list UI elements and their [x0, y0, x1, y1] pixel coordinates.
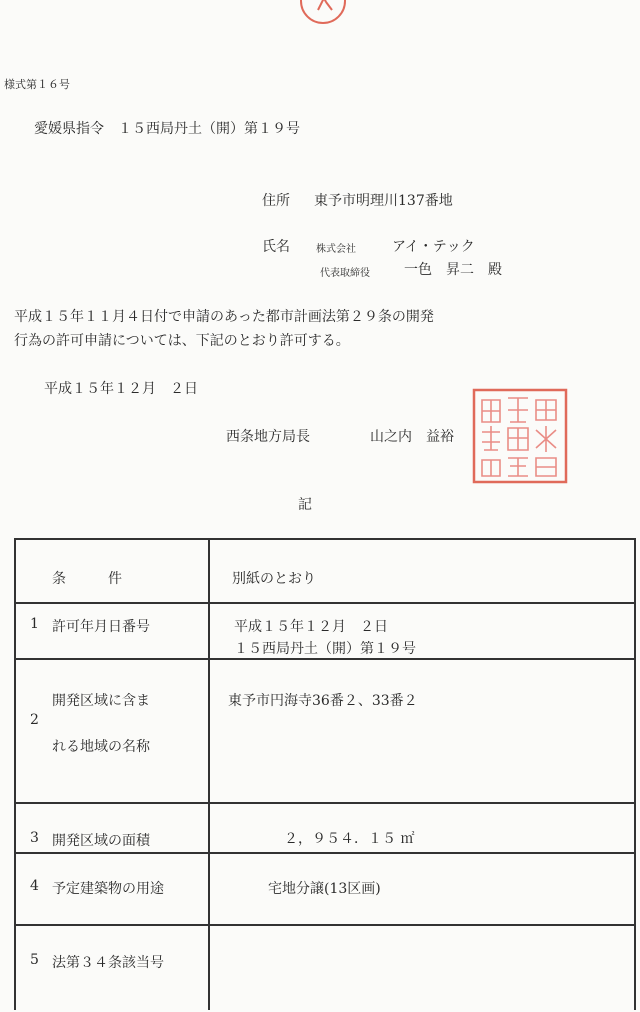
row-1-value-date: 平成１５年１２月 ２日: [234, 619, 388, 635]
name-label: 氏名: [262, 239, 290, 255]
row-3-num: 3: [30, 830, 39, 846]
table-row: [16, 660, 634, 804]
table-row: [16, 854, 634, 926]
header-right: 別紙のとおり: [232, 571, 316, 587]
company-name: アイ・テック: [392, 239, 475, 255]
company-prefix: 株式会社: [316, 244, 356, 255]
authority-title: 西条地方局長: [226, 429, 310, 445]
body-line-1: 平成１５年１１月４日付で申請のあった都市計画法第２９条の開発: [14, 309, 434, 325]
row-5-label: 法第３４条該当号: [52, 955, 164, 971]
row-2-label-line-1: 開発区域に含ま: [52, 693, 150, 709]
row-3-label: 開発区域の面積: [52, 833, 150, 849]
table-row: [16, 604, 634, 660]
address-value: 東予市明理川137番地: [314, 193, 453, 209]
row-1-label: 許可年月日番号: [52, 619, 150, 635]
row-3-value: ２，９５４．１５ ㎡: [284, 831, 415, 847]
row-5-num: 5: [30, 952, 39, 968]
row-2-value: 東予市円海寺36番２、33番２: [228, 693, 418, 709]
ki-heading: 記: [298, 497, 312, 513]
header-left: 条 件: [52, 571, 122, 587]
form-number: 様式第１６号: [4, 78, 70, 91]
table-row: [16, 804, 634, 854]
table-row: [16, 926, 634, 1012]
row-4-num: 4: [30, 878, 39, 894]
issue-date: 平成１５年１２月 ２日: [44, 381, 198, 397]
address-label: 住所: [262, 193, 290, 209]
row-1-num: 1: [30, 616, 39, 632]
row-4-label: 予定建築物の用途: [52, 881, 164, 897]
body-line-2: 行為の許可申請については、下記のとおり許可する。: [14, 333, 350, 349]
table-row: [16, 540, 634, 604]
row-2-num: 2: [30, 712, 39, 728]
representative-title: 代表取締役: [320, 268, 370, 279]
reference-number: 愛媛県指令 １５西局丹土（開）第１９号: [34, 121, 300, 137]
row-1-value-number: １５西局丹土（開）第１９号: [234, 641, 416, 657]
row-2-label-line-2: れる地域の名称: [52, 739, 150, 755]
receipt-stamp: [300, 0, 346, 24]
conditions-table: [14, 538, 636, 1010]
representative-name: 一色 昇二 殿: [404, 262, 502, 278]
authority-name: 山之内 益裕: [370, 429, 454, 445]
row-4-value: 宅地分譲(13区画): [268, 881, 381, 897]
official-seal: [470, 386, 570, 486]
